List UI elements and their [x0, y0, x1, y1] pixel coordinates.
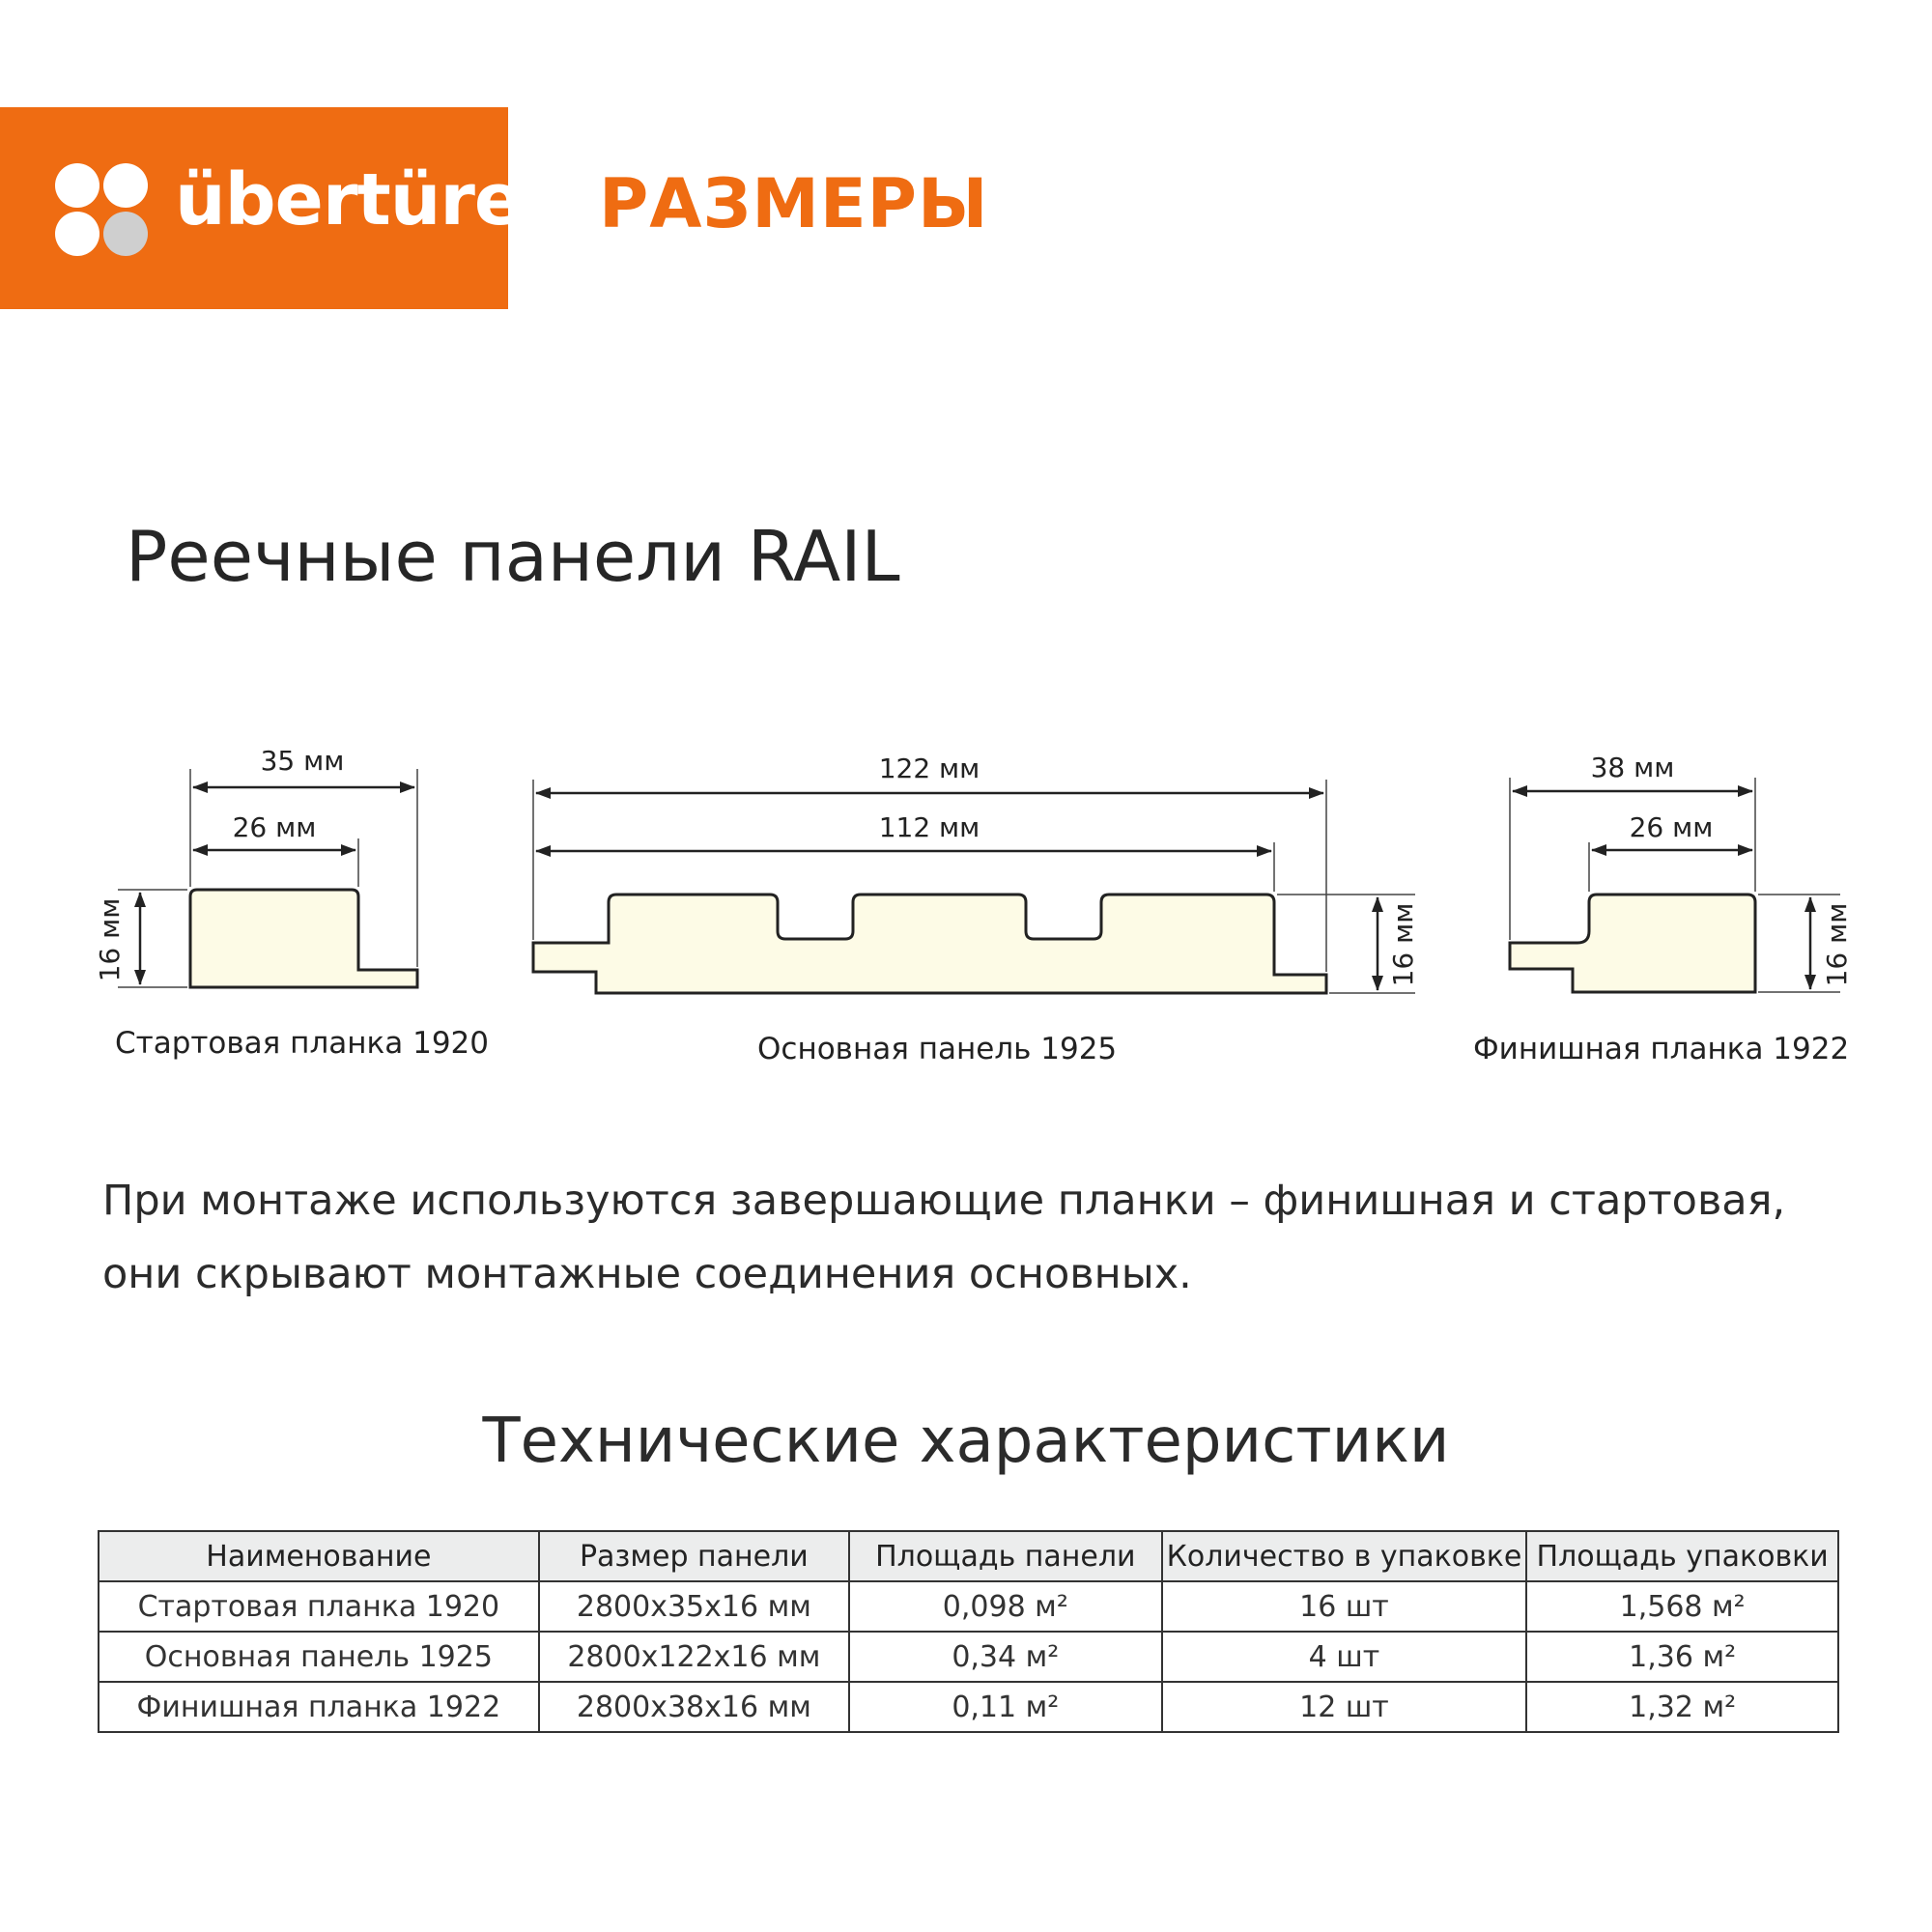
header-pack-qty: Количество в упаковке — [1162, 1531, 1527, 1581]
cell-pack-qty: 16 шт — [1162, 1581, 1527, 1632]
main-profile-shape — [533, 895, 1326, 993]
starter-dim-16-label: 16 мм — [94, 897, 126, 982]
cell-panel-area: 0,34 м² — [849, 1632, 1162, 1682]
table-row — [99, 1632, 1838, 1682]
table-row — [99, 1581, 1838, 1632]
main-profile — [533, 753, 1419, 993]
finish-dim-16-label: 16 мм — [1821, 902, 1853, 987]
installation-note: При монтаже используются завершающие планки – финишная и стартовая, они скрывают монтажные соединения основных. — [102, 1177, 1786, 1298]
cell-name: Основная панель 1925 — [99, 1632, 539, 1682]
finish-dim-26-label: 26 мм — [1629, 811, 1714, 843]
cell-pack-qty: 12 шт — [1162, 1682, 1527, 1732]
specs-header-row — [99, 1531, 1838, 1581]
cell-size: 2800x38x16 мм — [539, 1682, 849, 1732]
brand-logo-text: übertüre — [175, 158, 523, 242]
cell-name: Стартовая планка 1920 — [99, 1581, 539, 1632]
cell-size: 2800x122x16 мм — [539, 1632, 849, 1682]
specs-title: Технические характеристики — [482, 1406, 1450, 1477]
cell-panel-area: 0,098 м² — [849, 1581, 1162, 1632]
starter-dim-35-label: 35 мм — [260, 745, 345, 777]
cell-pack-area: 1,36 м² — [1526, 1632, 1838, 1682]
specs-table — [98, 1530, 1839, 1733]
main-profile-caption: Основная панель 1925 — [757, 1032, 1118, 1066]
finish-dim-38-label: 38 мм — [1590, 752, 1675, 783]
finish-profile-caption: Финишная планка 1922 — [1473, 1032, 1850, 1066]
table-row — [99, 1682, 1838, 1732]
cell-pack-area: 1,568 м² — [1526, 1581, 1838, 1632]
header-name: Наименование — [99, 1531, 539, 1581]
cell-pack-area: 1,32 м² — [1526, 1682, 1838, 1732]
starter-profile — [94, 745, 417, 987]
header-size: Размер панели — [539, 1531, 849, 1581]
starter-profile-shape — [190, 890, 417, 987]
page-heading: РАЗМЕРЫ — [599, 164, 989, 243]
cell-size: 2800x35x16 мм — [539, 1581, 849, 1632]
finish-profile — [1510, 752, 1853, 992]
cell-pack-qty: 4 шт — [1162, 1632, 1527, 1682]
starter-dim-26-label: 26 мм — [232, 811, 317, 843]
main-dim-112-label: 112 мм — [878, 811, 980, 843]
finish-profile-shape — [1510, 895, 1755, 992]
cell-panel-area: 0,11 м² — [849, 1682, 1162, 1732]
main-dim-122-label: 122 мм — [878, 753, 980, 784]
header-pack-area: Площадь упаковки — [1526, 1531, 1838, 1581]
cell-name: Финишная планка 1922 — [99, 1682, 539, 1732]
section-title: Реечные панели RAIL — [126, 516, 900, 597]
starter-profile-caption: Стартовая планка 1920 — [115, 1026, 489, 1061]
header-panel-area: Площадь панели — [849, 1531, 1162, 1581]
main-dim-16-label: 16 мм — [1387, 902, 1419, 987]
